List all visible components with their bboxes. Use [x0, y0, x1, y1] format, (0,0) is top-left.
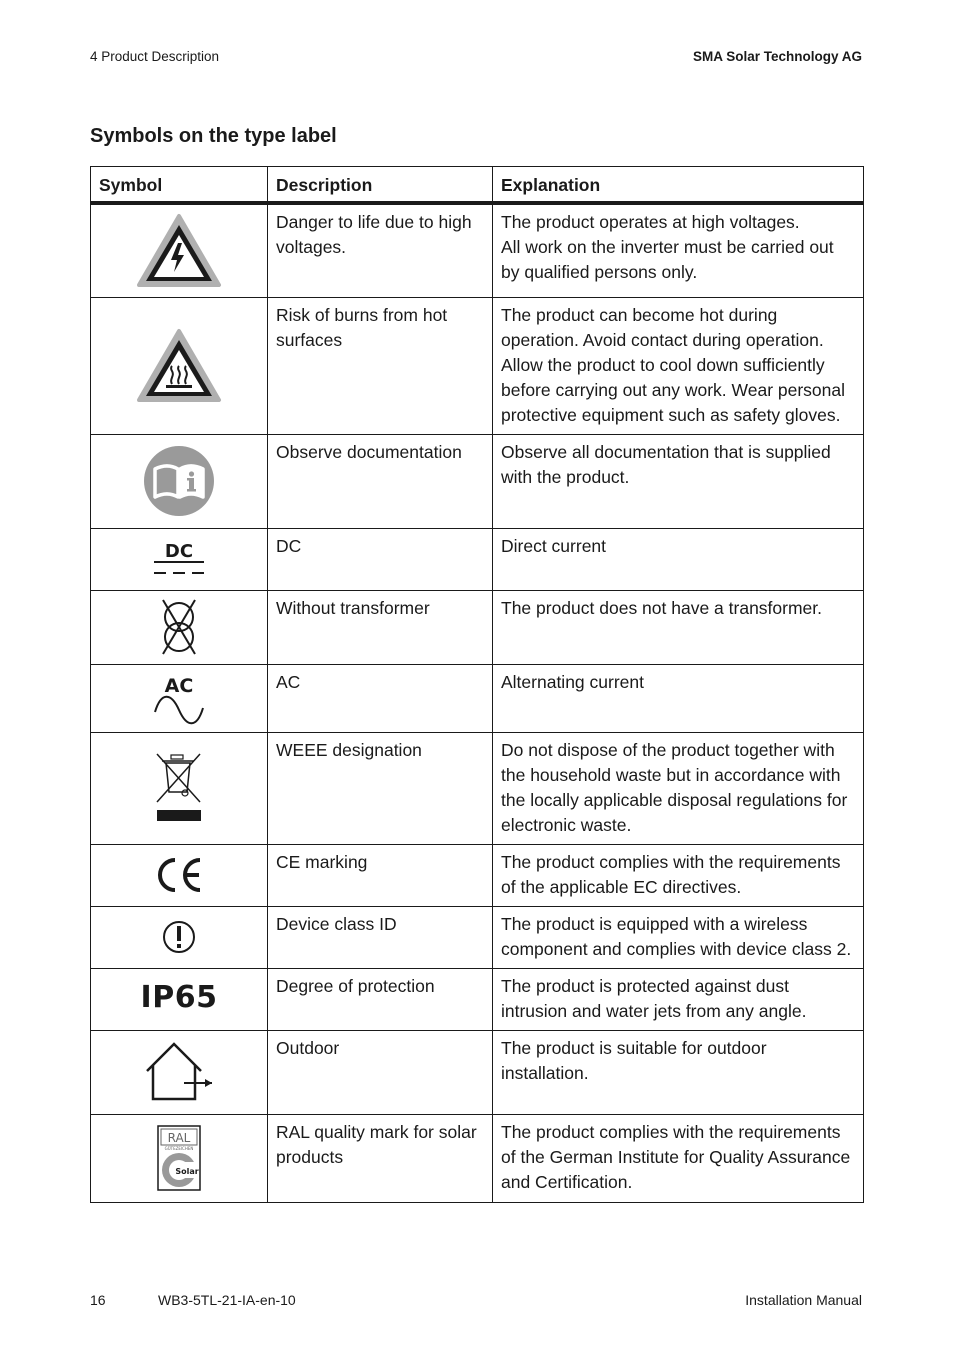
explanation-cell: Do not dispose of the product together with the household waste but in accordance with the locally applicable disposal regulations for electronic waste.	[493, 732, 864, 844]
symbol-cell	[91, 844, 268, 906]
explanation-cell: The product can become hot during operation. Avoid contact during operation. Allow the product to cool down sufficiently before carrying out any work. Wear personal protective equipment such as safety gloves.	[493, 297, 864, 434]
description-cell: WEEE designation	[268, 732, 493, 844]
symbol-cell	[91, 434, 268, 528]
description-cell: Degree of protection	[268, 968, 493, 1030]
observe-documentation-icon	[143, 445, 215, 517]
dc-symbol-text: DC	[164, 541, 194, 562]
symbol-cell	[91, 906, 268, 968]
table-row	[91, 732, 864, 844]
without-transformer-icon	[157, 598, 201, 656]
description-cell: Without transformer	[268, 590, 493, 664]
symbol-cell	[91, 968, 268, 1030]
table-row	[91, 434, 864, 528]
description-cell: DC	[268, 528, 493, 590]
description-cell: CE marking	[268, 844, 493, 906]
explanation-cell: Alternating current	[493, 664, 864, 732]
table-row	[91, 1114, 864, 1202]
symbol-cell	[91, 732, 268, 844]
svg-text:Solar: Solar	[175, 1167, 199, 1176]
column-header-symbol: Symbol	[91, 167, 268, 204]
description-cell: RAL quality mark for solar products	[268, 1114, 493, 1202]
explanation-cell: The product is suitable for outdoor installation.	[493, 1030, 864, 1114]
table-header-row	[91, 167, 864, 204]
ac-icon	[151, 670, 207, 726]
symbol-cell	[91, 203, 268, 297]
ac-symbol-text: AC	[164, 675, 194, 697]
description-cell: Outdoor	[268, 1030, 493, 1114]
description-cell: Danger to life due to high voltages.	[268, 203, 493, 297]
symbol-cell	[91, 590, 268, 664]
svg-text:GÜTEZEICHEN: GÜTEZEICHEN	[164, 1146, 194, 1151]
table-row	[91, 844, 864, 906]
symbol-cell	[91, 297, 268, 434]
description-cell: Device class ID	[268, 906, 493, 968]
description-cell: AC	[268, 664, 493, 732]
symbol-cell	[91, 1030, 268, 1114]
table-row	[91, 1030, 864, 1114]
table-row	[91, 203, 864, 297]
explanation-cell: The product is protected against dust intrusion and water jets from any angle.	[493, 968, 864, 1030]
symbol-cell	[91, 1114, 268, 1202]
table-row	[91, 590, 864, 664]
footer-manual-title: Installation Manual	[745, 1292, 862, 1308]
table-row	[91, 297, 864, 434]
table-row	[91, 664, 864, 732]
high-voltage-warning-icon	[136, 213, 222, 289]
explanation-cell: The product does not have a transformer.	[493, 590, 864, 664]
column-header-description: Description	[268, 167, 493, 204]
hot-surface-warning-icon	[136, 328, 222, 404]
symbols-table	[90, 166, 864, 1203]
table-row	[91, 528, 864, 590]
footer-page-number: 16	[90, 1292, 106, 1308]
ce-mark-icon	[154, 856, 204, 894]
ral-quality-mark-icon	[157, 1125, 201, 1191]
ip65-icon: IP65	[140, 979, 218, 1015]
svg-text:RAL: RAL	[167, 1131, 191, 1145]
column-header-explanation: Explanation	[493, 167, 864, 204]
table-row	[91, 906, 864, 968]
dc-icon	[149, 537, 209, 581]
explanation-cell: The product complies with the requirements of the applicable EC directives.	[493, 844, 864, 906]
explanation-cell: The product is equipped with a wireless component and complies with device class 2.	[493, 906, 864, 968]
table-row	[91, 968, 864, 1030]
symbol-cell	[91, 664, 268, 732]
explanation-cell: The product complies with the requirements of the German Institute for Quality Assurance and Certification.	[493, 1114, 864, 1202]
description-cell: Observe documentation	[268, 434, 493, 528]
explanation-cell: Observe all documentation that is supplied with the product.	[493, 434, 864, 528]
header-company: SMA Solar Technology AG	[692, 49, 862, 64]
explanation-cell: The product operates at high voltages. All work on the inverter must be carried out by qualified persons only.	[493, 203, 864, 297]
device-class-icon	[162, 920, 196, 954]
header-chapter: 4 Product Description	[90, 49, 220, 64]
section-title: Symbols on the type label	[90, 125, 337, 147]
weee-bin-icon	[154, 752, 204, 824]
explanation-cell: Direct current	[493, 528, 864, 590]
footer-document-id: WB3-5TL-21-IA-en-10	[158, 1292, 296, 1308]
description-cell: Risk of burns from hot surfaces	[268, 297, 493, 434]
symbol-cell	[91, 528, 268, 590]
outdoor-house-icon	[142, 1041, 216, 1103]
